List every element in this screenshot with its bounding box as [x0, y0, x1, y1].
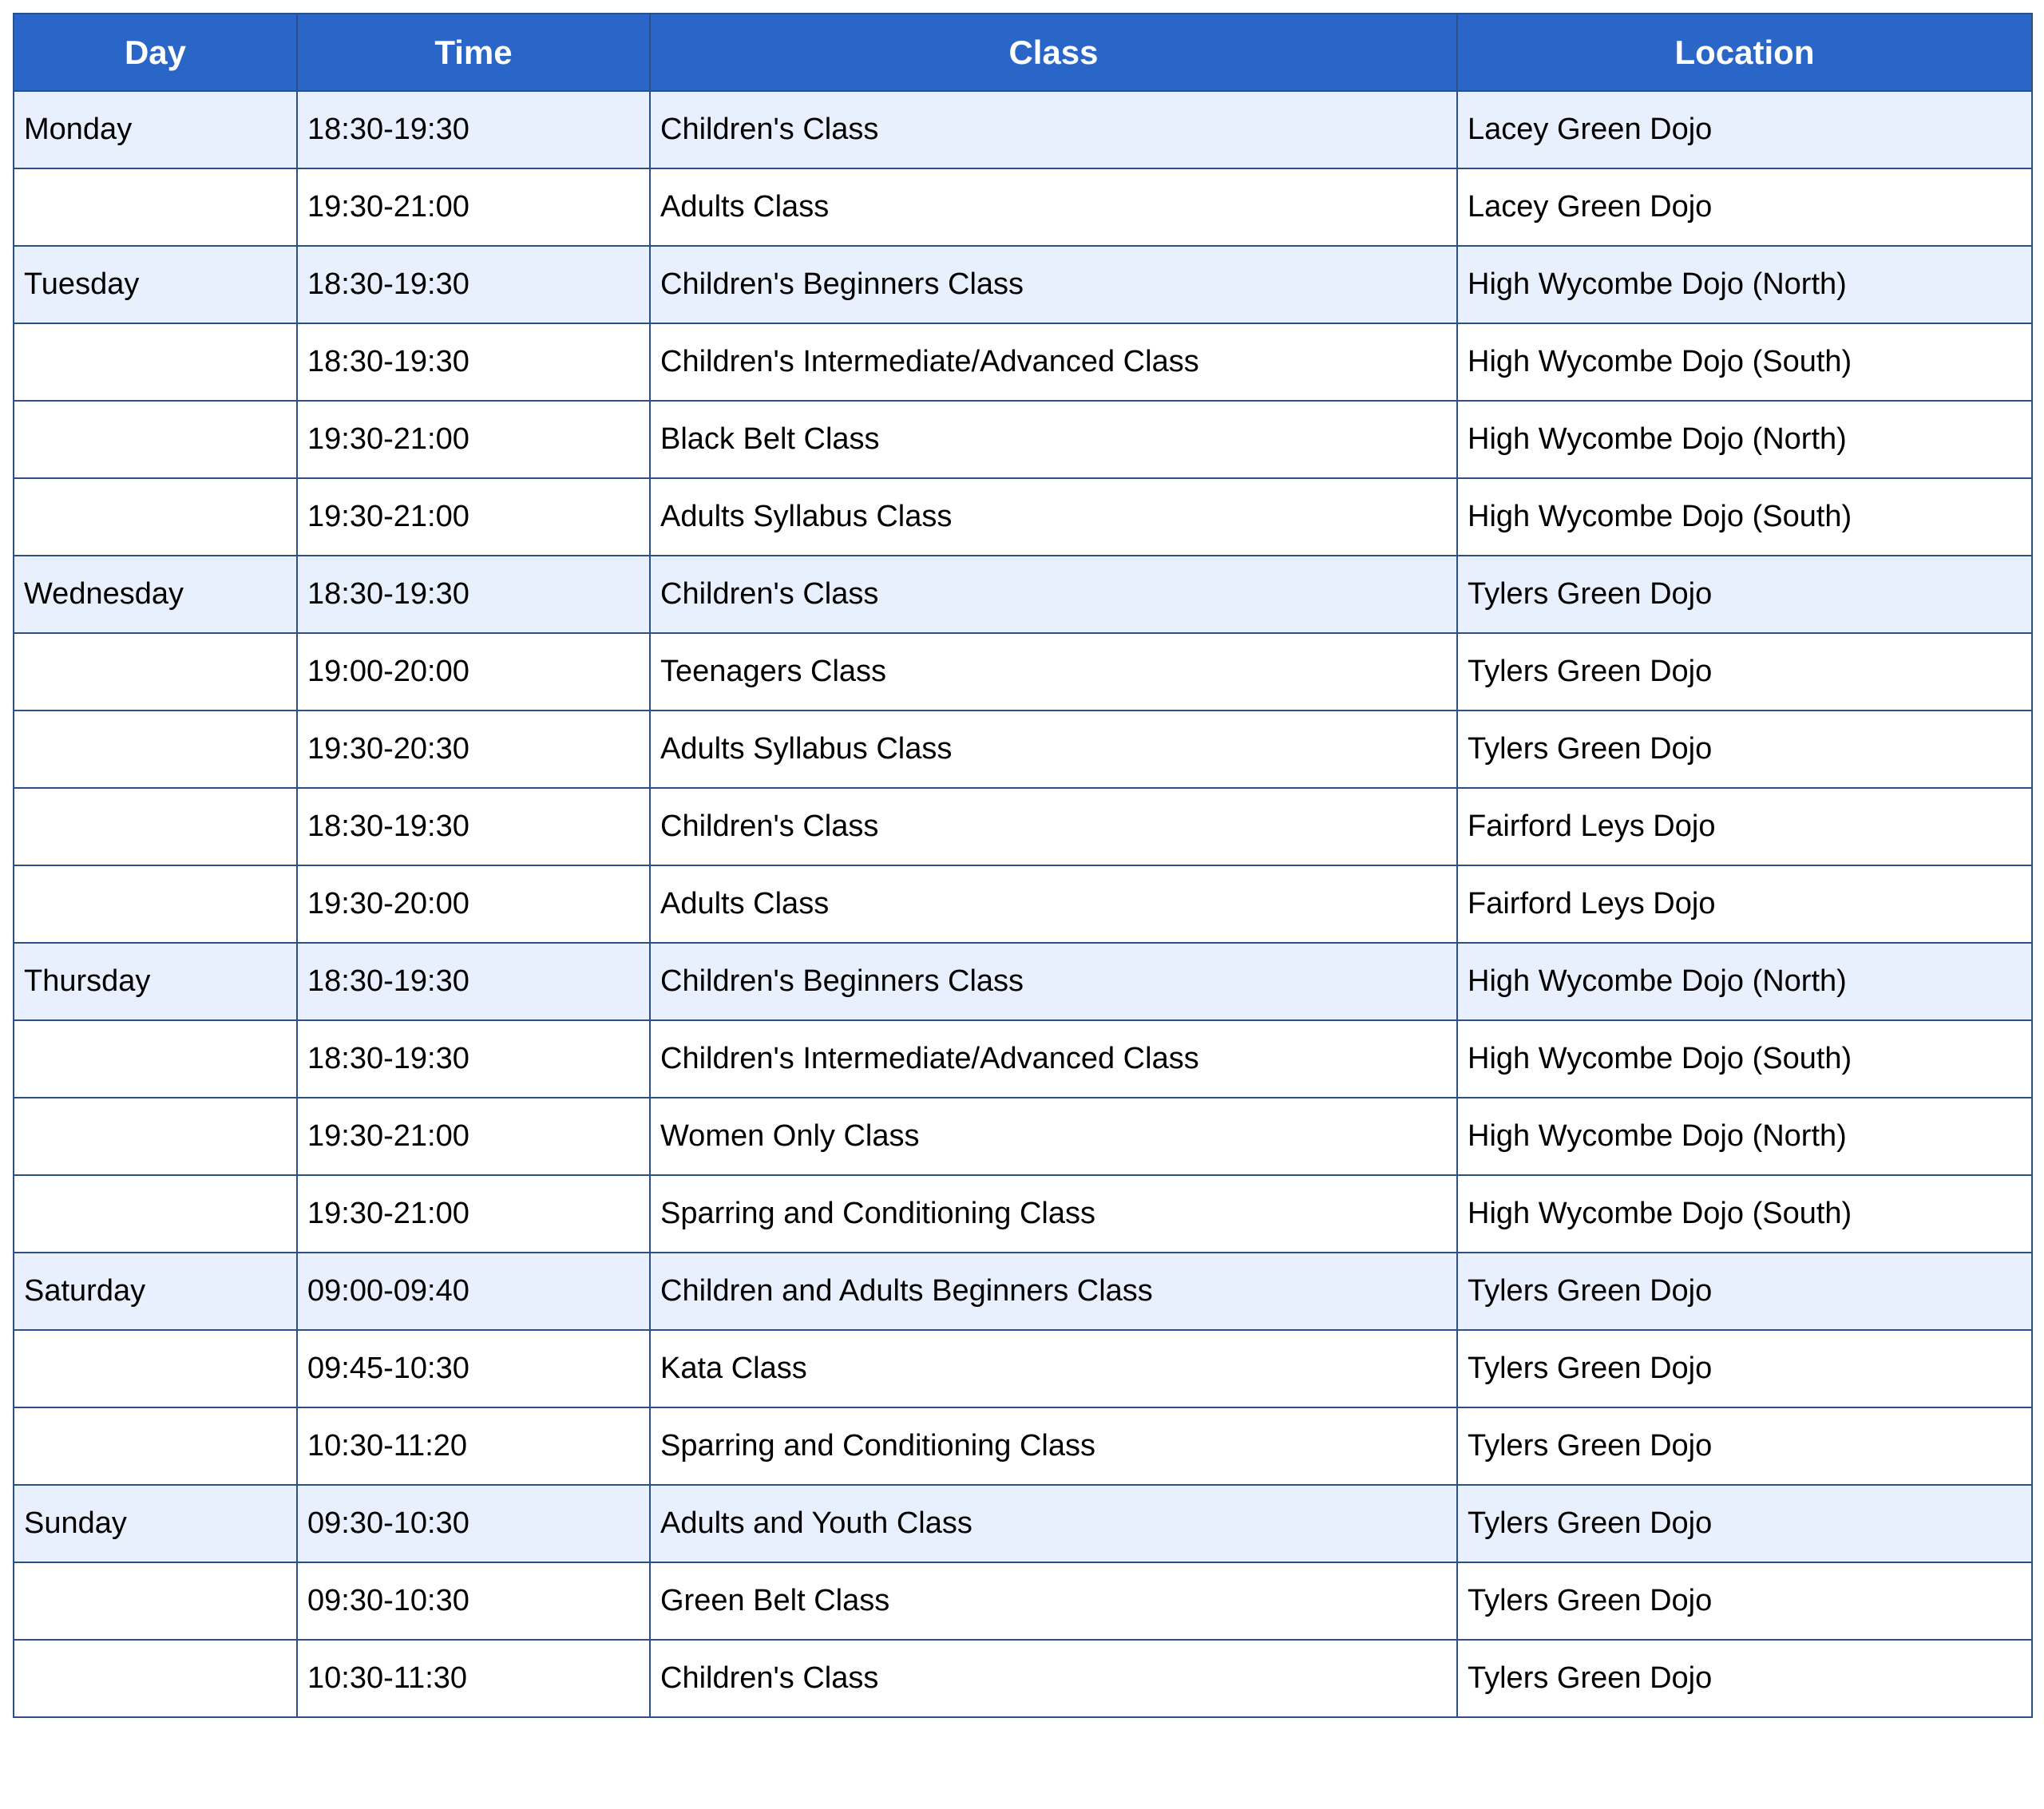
- cell-class: Black Belt Class: [650, 401, 1457, 478]
- cell-class: Adults and Youth Class: [650, 1485, 1457, 1562]
- cell-time: 19:30-21:00: [297, 478, 650, 556]
- cell-day: [14, 1562, 297, 1640]
- table-row: [14, 943, 2032, 1020]
- table-row: [14, 478, 2032, 556]
- cell-class: Green Belt Class: [650, 1562, 1457, 1640]
- cell-class: Adults Class: [650, 865, 1457, 943]
- cell-class: Women Only Class: [650, 1098, 1457, 1175]
- cell-time: 10:30-11:20: [297, 1407, 650, 1485]
- cell-class: Teenagers Class: [650, 633, 1457, 711]
- header-row: [14, 14, 2032, 91]
- cell-day: [14, 478, 297, 556]
- cell-day: Sunday: [14, 1485, 297, 1562]
- table-row: [14, 556, 2032, 633]
- header-class: Class: [650, 14, 1457, 91]
- cell-day: Wednesday: [14, 556, 297, 633]
- class-timetable: [13, 13, 2033, 1718]
- cell-location: Tylers Green Dojo: [1457, 1485, 2032, 1562]
- cell-time: 09:30-10:30: [297, 1485, 650, 1562]
- table-row: [14, 1640, 2032, 1717]
- cell-day: Thursday: [14, 943, 297, 1020]
- cell-location: Tylers Green Dojo: [1457, 1640, 2032, 1717]
- cell-day: [14, 1175, 297, 1253]
- cell-day: [14, 865, 297, 943]
- cell-class: Children's Class: [650, 91, 1457, 168]
- table-row: [14, 1485, 2032, 1562]
- cell-location: High Wycombe Dojo (North): [1457, 943, 2032, 1020]
- cell-location: Tylers Green Dojo: [1457, 556, 2032, 633]
- cell-location: Tylers Green Dojo: [1457, 1562, 2032, 1640]
- cell-time: 18:30-19:30: [297, 323, 650, 401]
- table-row: [14, 1407, 2032, 1485]
- table-body: [14, 91, 2032, 1717]
- cell-time: 09:45-10:30: [297, 1330, 650, 1407]
- cell-location: Tylers Green Dojo: [1457, 1253, 2032, 1330]
- table-header: [14, 14, 2032, 91]
- cell-time: 19:30-21:00: [297, 1098, 650, 1175]
- table-row: [14, 1175, 2032, 1253]
- cell-class: Sparring and Conditioning Class: [650, 1175, 1457, 1253]
- cell-location: Tylers Green Dojo: [1457, 633, 2032, 711]
- cell-time: 09:30-10:30: [297, 1562, 650, 1640]
- cell-class: Children's Beginners Class: [650, 943, 1457, 1020]
- cell-class: Adults Syllabus Class: [650, 711, 1457, 788]
- table-row: [14, 168, 2032, 246]
- cell-day: Saturday: [14, 1253, 297, 1330]
- cell-class: Children's Class: [650, 1640, 1457, 1717]
- cell-time: 18:30-19:30: [297, 246, 650, 323]
- cell-time: 09:00-09:40: [297, 1253, 650, 1330]
- cell-day: [14, 1020, 297, 1098]
- cell-class: Children's Class: [650, 556, 1457, 633]
- cell-time: 18:30-19:30: [297, 1020, 650, 1098]
- cell-time: 19:30-20:00: [297, 865, 650, 943]
- cell-location: High Wycombe Dojo (South): [1457, 1020, 2032, 1098]
- cell-time: 19:30-21:00: [297, 1175, 650, 1253]
- cell-class: Kata Class: [650, 1330, 1457, 1407]
- table-row: [14, 788, 2032, 865]
- cell-day: [14, 1330, 297, 1407]
- cell-location: Tylers Green Dojo: [1457, 711, 2032, 788]
- cell-day: [14, 711, 297, 788]
- cell-location: High Wycombe Dojo (South): [1457, 478, 2032, 556]
- cell-location: Tylers Green Dojo: [1457, 1330, 2032, 1407]
- cell-day: Tuesday: [14, 246, 297, 323]
- cell-day: Monday: [14, 91, 297, 168]
- cell-time: 18:30-19:30: [297, 788, 650, 865]
- cell-day: [14, 788, 297, 865]
- cell-location: High Wycombe Dojo (South): [1457, 1175, 2032, 1253]
- cell-class: Adults Syllabus Class: [650, 478, 1457, 556]
- table-row: [14, 1562, 2032, 1640]
- cell-class: Children's Class: [650, 788, 1457, 865]
- cell-location: High Wycombe Dojo (North): [1457, 246, 2032, 323]
- timetable-container: [13, 13, 2031, 1718]
- cell-time: 19:30-21:00: [297, 401, 650, 478]
- header-time: Time: [297, 14, 650, 91]
- cell-class: Children and Adults Beginners Class: [650, 1253, 1457, 1330]
- cell-location: High Wycombe Dojo (North): [1457, 401, 2032, 478]
- cell-time: 19:30-20:30: [297, 711, 650, 788]
- table-row: [14, 633, 2032, 711]
- table-row: [14, 1098, 2032, 1175]
- cell-day: [14, 168, 297, 246]
- cell-class: Children's Intermediate/Advanced Class: [650, 323, 1457, 401]
- cell-location: High Wycombe Dojo (North): [1457, 1098, 2032, 1175]
- cell-time: 19:00-20:00: [297, 633, 650, 711]
- cell-day: [14, 1640, 297, 1717]
- table-row: [14, 711, 2032, 788]
- cell-day: [14, 323, 297, 401]
- cell-time: 18:30-19:30: [297, 556, 650, 633]
- header-location: Location: [1457, 14, 2032, 91]
- cell-day: [14, 633, 297, 711]
- table-row: [14, 91, 2032, 168]
- cell-time: 19:30-21:00: [297, 168, 650, 246]
- cell-class: Children's Intermediate/Advanced Class: [650, 1020, 1457, 1098]
- cell-class: Children's Beginners Class: [650, 246, 1457, 323]
- table-row: [14, 1253, 2032, 1330]
- table-row: [14, 1020, 2032, 1098]
- cell-location: Lacey Green Dojo: [1457, 91, 2032, 168]
- cell-location: High Wycombe Dojo (South): [1457, 323, 2032, 401]
- header-day: Day: [14, 14, 297, 91]
- table-row: [14, 401, 2032, 478]
- table-row: [14, 323, 2032, 401]
- cell-location: Tylers Green Dojo: [1457, 1407, 2032, 1485]
- cell-class: Sparring and Conditioning Class: [650, 1407, 1457, 1485]
- cell-location: Fairford Leys Dojo: [1457, 788, 2032, 865]
- cell-day: [14, 401, 297, 478]
- table-row: [14, 1330, 2032, 1407]
- table-row: [14, 246, 2032, 323]
- cell-class: Adults Class: [650, 168, 1457, 246]
- cell-day: [14, 1098, 297, 1175]
- cell-time: 18:30-19:30: [297, 943, 650, 1020]
- table-row: [14, 865, 2032, 943]
- cell-time: 18:30-19:30: [297, 91, 650, 168]
- cell-location: Fairford Leys Dojo: [1457, 865, 2032, 943]
- cell-time: 10:30-11:30: [297, 1640, 650, 1717]
- cell-day: [14, 1407, 297, 1485]
- cell-location: Lacey Green Dojo: [1457, 168, 2032, 246]
